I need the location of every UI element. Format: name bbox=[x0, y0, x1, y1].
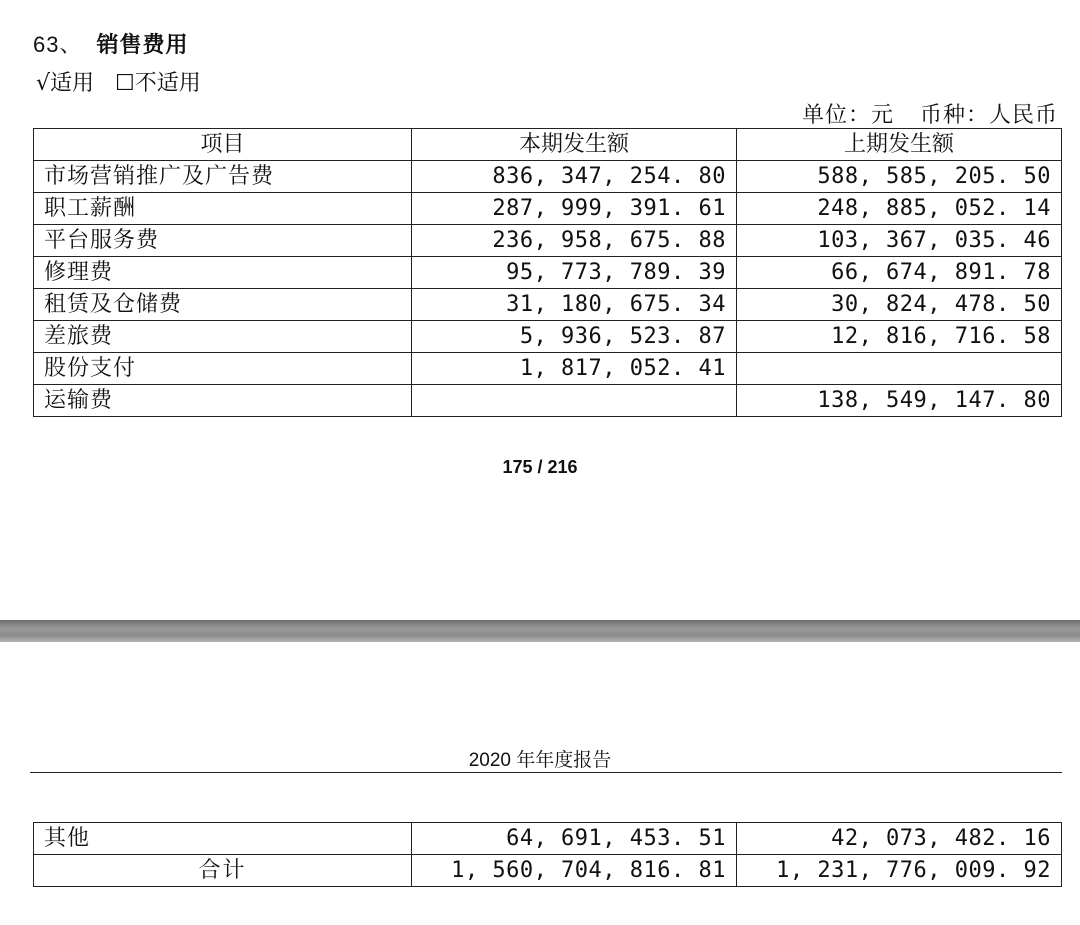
header-previous: 上期发生额 bbox=[737, 129, 1062, 161]
row-item: 股份支付 bbox=[34, 353, 412, 385]
report-title: 2020 年年度报告 bbox=[468, 750, 612, 771]
row-previous: 30, 824, 478. 50 bbox=[737, 289, 1062, 321]
row-item: 平台服务费 bbox=[34, 225, 412, 257]
expense-table bbox=[33, 128, 1062, 417]
unit-label: 单位：元 bbox=[801, 103, 894, 128]
section-title: 销售费用 bbox=[96, 32, 189, 58]
row-previous: 248, 885, 052. 14 bbox=[737, 193, 1062, 225]
expense-table-continued bbox=[33, 822, 1062, 887]
unit-line bbox=[776, 98, 1058, 129]
row-current: 287, 999, 391. 61 bbox=[412, 193, 737, 225]
header-item: 项目 bbox=[34, 129, 412, 161]
row-current: 64, 691, 453. 51 bbox=[412, 823, 737, 855]
table-row bbox=[34, 225, 1062, 257]
total-row bbox=[34, 855, 1062, 887]
row-item: 租赁及仓储费 bbox=[34, 289, 412, 321]
table-row bbox=[34, 161, 1062, 193]
section-number: 63、 bbox=[33, 32, 83, 57]
row-previous: 588, 585, 205. 50 bbox=[737, 161, 1062, 193]
table-row bbox=[34, 289, 1062, 321]
section-heading bbox=[33, 28, 189, 59]
row-previous: 12, 816, 716. 58 bbox=[737, 321, 1062, 353]
table-row bbox=[34, 823, 1062, 855]
page-divider bbox=[0, 620, 1080, 642]
currency-label: 币种：人民币 bbox=[919, 103, 1058, 128]
applicability-options bbox=[36, 66, 215, 97]
table-row bbox=[34, 353, 1062, 385]
not-applicable-checkbox[interactable]: ☐不适用 bbox=[115, 71, 201, 96]
row-current: 31, 180, 675. 34 bbox=[412, 289, 737, 321]
applicable-checkbox[interactable]: √适用 bbox=[36, 71, 95, 96]
row-item: 职工薪酬 bbox=[34, 193, 412, 225]
table-row bbox=[34, 193, 1062, 225]
row-current bbox=[412, 385, 737, 417]
total-label: 合计 bbox=[34, 855, 412, 887]
row-current: 836, 347, 254. 80 bbox=[412, 161, 737, 193]
header-current: 本期发生额 bbox=[412, 129, 737, 161]
table-row bbox=[34, 321, 1062, 353]
total-current: 1, 560, 704, 816. 81 bbox=[412, 855, 737, 887]
row-previous: 103, 367, 035. 46 bbox=[737, 225, 1062, 257]
row-current: 1, 817, 052. 41 bbox=[412, 353, 737, 385]
row-item: 差旅费 bbox=[34, 321, 412, 353]
row-item: 其他 bbox=[34, 823, 412, 855]
table-row bbox=[34, 257, 1062, 289]
header-rule bbox=[30, 772, 1062, 773]
table-header-row bbox=[34, 129, 1062, 161]
page-number: 175 / 216 bbox=[502, 457, 578, 477]
row-item: 运输费 bbox=[34, 385, 412, 417]
table-row bbox=[34, 385, 1062, 417]
row-previous: 138, 549, 147. 80 bbox=[737, 385, 1062, 417]
total-previous: 1, 231, 776, 009. 92 bbox=[737, 855, 1062, 887]
row-current: 236, 958, 675. 88 bbox=[412, 225, 737, 257]
row-current: 95, 773, 789. 39 bbox=[412, 257, 737, 289]
row-item: 修理费 bbox=[34, 257, 412, 289]
row-previous: 66, 674, 891. 78 bbox=[737, 257, 1062, 289]
row-current: 5, 936, 523. 87 bbox=[412, 321, 737, 353]
row-previous: 42, 073, 482. 16 bbox=[737, 823, 1062, 855]
row-previous bbox=[737, 353, 1062, 385]
row-item: 市场营销推广及广告费 bbox=[34, 161, 412, 193]
